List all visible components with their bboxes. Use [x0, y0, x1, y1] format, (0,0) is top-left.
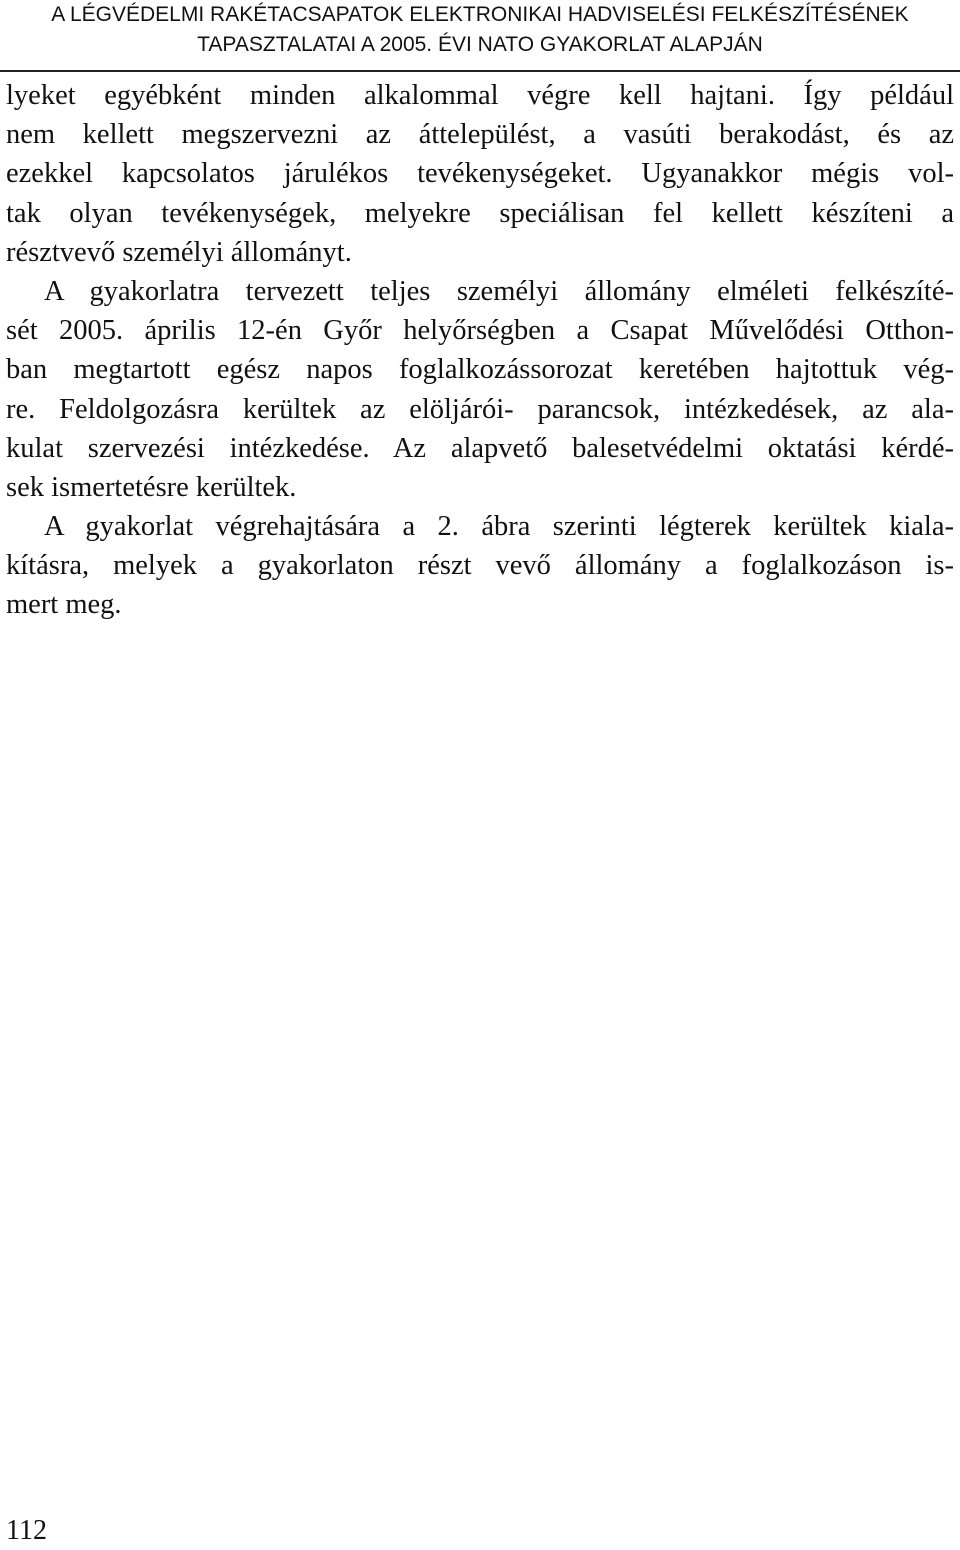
header-line-1: A LÉGVÉDELMI RAKÉTACSAPATOK ELEKTRONIKAI HADVISELÉSI FELKÉSZÍTÉSÉNEK — [51, 3, 909, 26]
text-line: sek ismertetésre kerültek. — [6, 471, 297, 503]
text-line: nem kellett megszervezni az áttelepülést, a vasúti berakodást, és az — [6, 119, 954, 151]
text-line: lyeket egyébként minden alkalommal végre kell hajtani. Így például — [6, 80, 954, 111]
text-line: mert meg. — [6, 589, 122, 621]
running-header — [0, 0, 960, 72]
header-line-2: TAPASZTALATAI A 2005. ÉVI NATO GYAKORLAT ALAPJÁN — [197, 33, 763, 56]
paragraph — [6, 76, 954, 272]
paragraph — [6, 507, 954, 625]
text-line: kításra, melyek a gyakorlaton részt vevő állomány a foglalkozáson is- — [6, 550, 954, 582]
text-line: ezekkel kapcsolatos járulékos tevékenységeket. Ugyanakkor mégis vol- — [6, 158, 954, 190]
page-number: 112 — [6, 1515, 47, 1546]
text-line: résztvevő személyi állományt. — [6, 236, 352, 268]
text-line: ban megtartott egész napos foglalkozássorozat keretében hajtottuk vég- — [6, 354, 954, 386]
body-text — [6, 76, 954, 625]
text-line: A gyakorlat végrehajtására a 2. ábra szerinti légterek kerültek kiala- — [44, 511, 954, 543]
text-line: kulat szervezési intézkedése. Az alapvető balesetvédelmi oktatási kérdé- — [6, 432, 954, 464]
text-line: A gyakorlatra tervezett teljes személyi állomány elméleti felkészíté- — [44, 275, 954, 307]
text-line: tak olyan tevékenységek, melyekre speciálisan fel kellett készíteni a — [6, 197, 954, 229]
text-line: re. Feldolgozásra kerültek az elöljárói- parancsok, intézkedések, az ala- — [6, 393, 954, 425]
paragraph — [6, 272, 954, 507]
text-line: sét 2005. április 12-én Győr helyőrségben a Csapat Művelődési Otthon- — [6, 315, 954, 347]
